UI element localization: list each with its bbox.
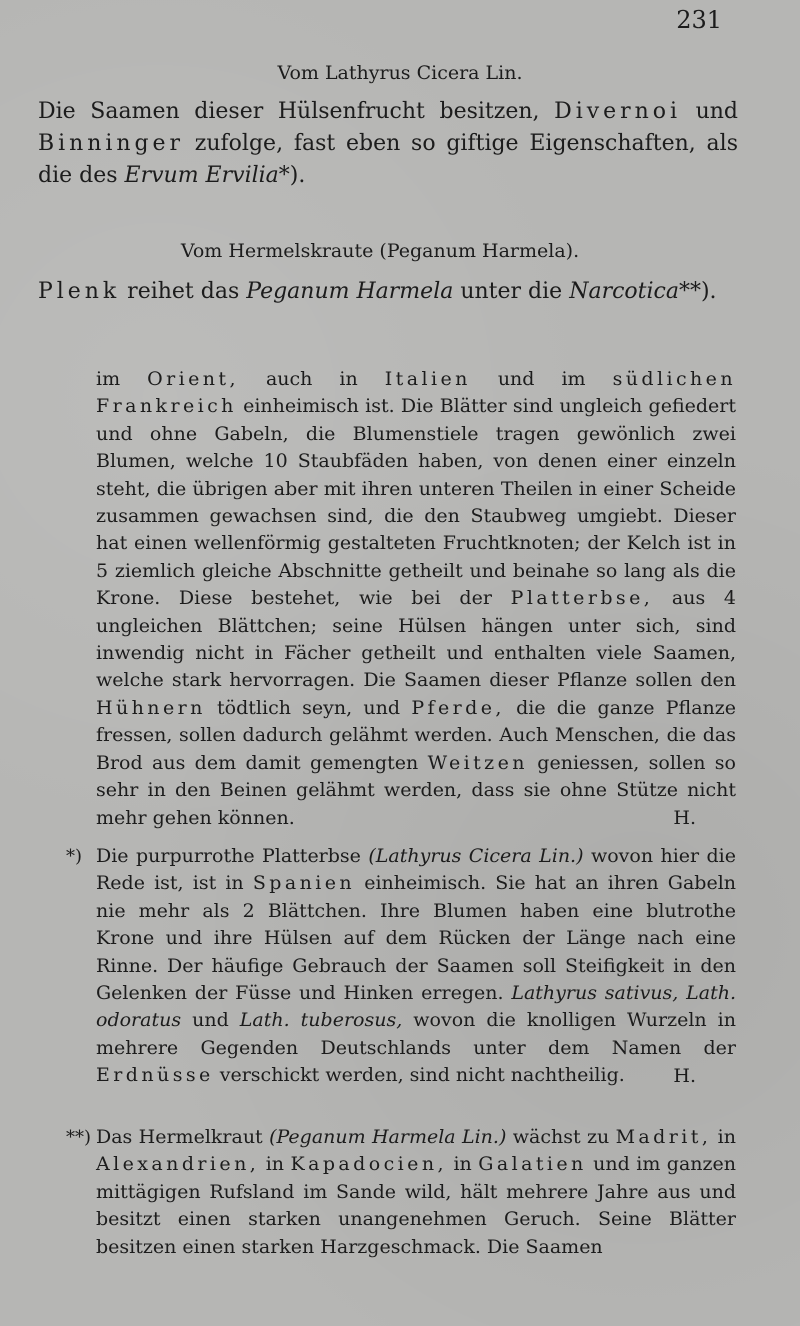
text-run: Die Saamen dieser Hülsenfrucht besitzen, bbox=[38, 99, 540, 124]
footnote-marker: **) bbox=[66, 1127, 92, 1148]
text-run: verschickt werden, sind nicht nachtheilig. bbox=[219, 1064, 625, 1087]
spaced-name: Spanien bbox=[252, 872, 356, 895]
text-run: und bbox=[695, 99, 738, 124]
text-run: auch in bbox=[265, 368, 358, 390]
text-run: und im ganzen mittägigen Rufsland im Sande wild, hält mehrere Jahre aus und besitzt einen starken unangenehmen Geruch. Seine Blätter besitzen einen starken Harzgeschmack. Die Saamen bbox=[96, 1153, 737, 1258]
spaced-name: Kapadocien, bbox=[290, 1153, 447, 1176]
text-run: und bbox=[192, 1009, 229, 1032]
spaced-name: Madrit, bbox=[615, 1126, 712, 1148]
text-run: Die purpurrothe Platterbse bbox=[96, 845, 361, 867]
spaced-name: südlichen Frankreich bbox=[96, 368, 737, 418]
footnote-ref: *). bbox=[278, 163, 306, 188]
paragraph-lathyrus bbox=[38, 96, 738, 192]
page-number: 231 bbox=[676, 6, 722, 34]
text-run: Das Hermelkraut bbox=[96, 1126, 263, 1148]
footnote-marker: *) bbox=[66, 846, 83, 867]
section-heading-hermelskraut bbox=[0, 240, 760, 262]
text-run: in bbox=[717, 1126, 736, 1148]
spaced-name: Orient, bbox=[147, 368, 239, 390]
spaced-name: Hühnern bbox=[96, 696, 206, 719]
text-run: wovon die knolligen Wurzeln in mehrere Gegenden Deutschlands unter dem Namen der bbox=[96, 1009, 736, 1059]
text-run: aus 4 ungleichen Blättchen; seine Hülsen hängen unter sich, sind inwendig nicht in Fächer getheilt und enthalten viele Saamen, welche stark hervorragen. Die Saamen dieser Pflanze sollen den bbox=[96, 587, 737, 692]
spaced-name: Plenk bbox=[38, 279, 121, 304]
spaced-name: Divernoi bbox=[554, 99, 681, 124]
text-run: wächst zu bbox=[512, 1126, 610, 1148]
heading-text: Vom Hermelskraute (Peganum Harmela). bbox=[180, 240, 580, 262]
section-heading-lathyrus bbox=[0, 62, 800, 84]
footnote-star bbox=[66, 843, 737, 1090]
italic-name: Lath. tuberosus, bbox=[239, 1009, 403, 1032]
italic-name: Ervum Ervilia bbox=[124, 163, 279, 188]
text-run: in bbox=[453, 1153, 472, 1176]
italic-name: Lathyrus sativus, Lath. odoratus bbox=[96, 982, 736, 1032]
signature: H. bbox=[673, 806, 696, 829]
footnote-continuation bbox=[96, 366, 736, 832]
italic-name: Narcotica bbox=[569, 279, 679, 304]
text-run: unter die bbox=[460, 279, 563, 304]
text-run: im bbox=[96, 368, 121, 390]
spaced-name: Weitzen bbox=[427, 751, 528, 774]
paragraph-plenk bbox=[38, 276, 738, 308]
italic-name: Peganum Harmela bbox=[246, 279, 454, 304]
text-run: einheimisch. Sie hat an ihren Gabeln nie mehr als 2 Blättchen. Ihre Blumen haben eine blutrothe Krone und ihre Hülsen auf dem Rücken der Länge nach eine Rinne. Der häufige Gebrauch der Saamen soll Steifigkeit in den Gelenken der Füsse und Hinken erregen. bbox=[96, 872, 737, 1005]
text-run: zufolge, fast eben so giftige Eigenschaften, als die des bbox=[38, 131, 738, 188]
text-run: in bbox=[265, 1153, 285, 1176]
signature: H. bbox=[673, 1064, 696, 1087]
spaced-name: Alexandrien, bbox=[96, 1153, 260, 1176]
italic-name: (Lathyrus Cicera Lin.) bbox=[368, 845, 584, 867]
spaced-name: Pferde, bbox=[411, 696, 505, 719]
footnote-ref: **). bbox=[678, 279, 717, 304]
footnote-double-star bbox=[66, 1124, 737, 1261]
text-run: die die ganze Pflanze fressen, sollen dadurch gelähmt werden. Auch Menschen, die das Brod aus dem damit gemengten bbox=[96, 696, 737, 774]
heading-text: Vom Lathyrus Cicera Lin. bbox=[277, 62, 523, 84]
spaced-name: Erdnüsse bbox=[96, 1064, 214, 1087]
text-run: geniessen, sollen so sehr in den Beinen gelähmt werden, dass sie ohne Stütze nicht mehr gehen können. bbox=[96, 751, 736, 829]
text-run: einheimisch ist. Die Blätter sind ungleich gefiedert und ohne Gabeln, die Blumenstiele tragen gewönlich zwei Blumen, welche 10 Staubfäden haben, von denen einer einzeln steht, die übrigen aber mit ihren unteren Theilen in einer Scheide zusammen gewachsen sind, die den Staubweg umgiebt. Dieser hat einen wellenförmig gestalteten Fruchtknoten; der Kelch ist in 5 ziemlich gleiche Abschnitte getheilt und beinahe so lang als die Krone. Diese bestehet, wie bei der bbox=[96, 395, 736, 610]
italic-name: (Peganum Harmela Lin.) bbox=[269, 1126, 507, 1148]
text-run: wovon hier die Rede ist, ist in bbox=[96, 845, 736, 895]
spaced-name: Italien bbox=[384, 368, 471, 390]
text-run: tödtlich seyn, und bbox=[217, 696, 401, 719]
spaced-name: Galatien bbox=[478, 1153, 587, 1176]
text-run: und im bbox=[497, 368, 586, 390]
spaced-name: Binninger bbox=[38, 131, 185, 156]
spaced-name: Platterbse, bbox=[510, 587, 654, 610]
text-run: reihet das bbox=[127, 279, 240, 304]
